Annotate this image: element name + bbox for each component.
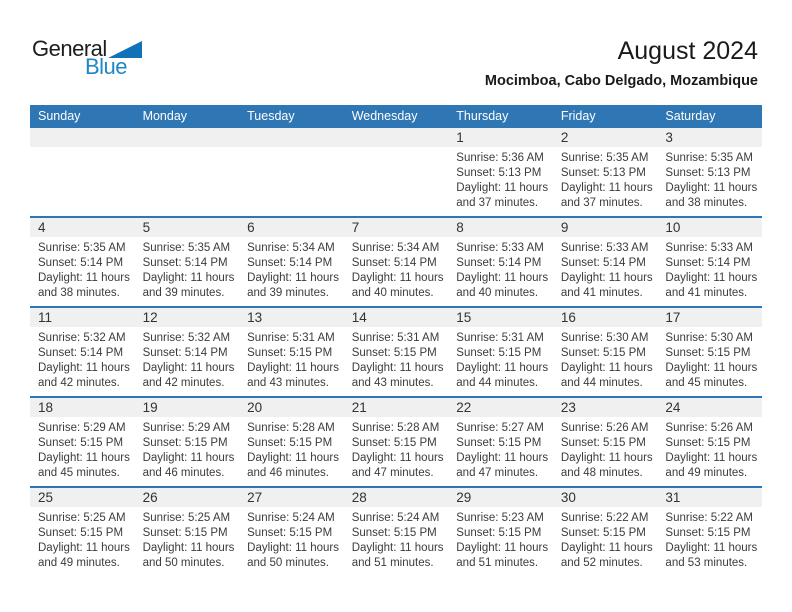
sunrise-text: Sunrise: 5:35 AM: [665, 152, 753, 164]
sunset-text: Sunset: 5:15 PM: [142, 527, 228, 539]
sunset-text: Sunset: 5:15 PM: [456, 527, 542, 539]
sunset-text: Sunset: 5:15 PM: [560, 437, 646, 449]
general-blue-logo: [32, 38, 152, 78]
sunset-text: Sunset: 5:15 PM: [560, 527, 646, 539]
daylight-text: Daylight: 11 hours and 50 minutes.: [247, 542, 339, 569]
day-cell: [135, 398, 240, 486]
sunrise-text: Sunrise: 5:32 AM: [38, 332, 126, 344]
day-cell: [448, 218, 553, 306]
daylight-text: Daylight: 11 hours and 49 minutes.: [38, 542, 130, 569]
day-details: [135, 417, 240, 481]
week-row: [30, 486, 762, 576]
day-cell: [30, 308, 135, 396]
daylight-text: Daylight: 11 hours and 47 minutes.: [456, 452, 549, 479]
daylight-text: Daylight: 11 hours and 51 minutes.: [456, 542, 549, 569]
daylight-text: Daylight: 11 hours and 45 minutes.: [665, 362, 758, 389]
sunset-text: Sunset: 5:15 PM: [665, 527, 751, 539]
sunrise-text: Sunrise: 5:27 AM: [456, 422, 544, 434]
day-number: 23: [553, 398, 658, 417]
day-details: [30, 507, 135, 571]
sunset-text: Sunset: 5:15 PM: [142, 437, 228, 449]
day-number: 10: [657, 218, 762, 237]
daylight-text: Daylight: 11 hours and 44 minutes.: [456, 362, 549, 389]
day-cell: [657, 218, 762, 306]
day-cell: [135, 308, 240, 396]
day-cell: [30, 218, 135, 306]
day-number: 20: [239, 398, 344, 417]
logo-text-blue: Blue: [85, 54, 128, 79]
day-number: [239, 128, 344, 147]
weekday-wednesday: Wednesday: [351, 108, 418, 123]
day-number: 24: [657, 398, 762, 417]
day-cell: [553, 308, 658, 396]
day-number: 6: [239, 218, 344, 237]
day-cell: [135, 488, 240, 576]
sunrise-text: Sunrise: 5:22 AM: [560, 512, 649, 524]
empty-day-cell: [135, 128, 240, 216]
day-cell: [239, 308, 344, 396]
sunrise-text: Sunrise: 5:35 AM: [142, 242, 231, 254]
daylight-text: Daylight: 11 hours and 50 minutes.: [142, 542, 235, 569]
sunrise-text: Sunrise: 5:31 AM: [247, 332, 335, 344]
day-number: 31: [657, 488, 762, 507]
sunset-text: Sunset: 5:15 PM: [456, 347, 542, 359]
sunrise-text: Sunrise: 5:32 AM: [142, 332, 231, 344]
sunrise-text: Sunrise: 5:33 AM: [665, 242, 753, 254]
sunset-text: Sunset: 5:14 PM: [142, 347, 228, 359]
day-number: 11: [30, 308, 135, 327]
day-cell: [344, 218, 449, 306]
day-details: [344, 417, 449, 481]
sunrise-text: Sunrise: 5:28 AM: [351, 422, 440, 434]
weekday-monday: Monday: [142, 108, 188, 123]
day-details: [448, 327, 553, 391]
calendar-grid: [30, 105, 762, 576]
day-number: 15: [448, 308, 553, 327]
day-details: [239, 327, 344, 391]
weekday-friday: Friday: [560, 108, 596, 123]
sunrise-text: Sunrise: 5:25 AM: [142, 512, 231, 524]
sunrise-text: Sunrise: 5:30 AM: [560, 332, 649, 344]
weeks-container: [30, 126, 762, 576]
day-number: 27: [239, 488, 344, 507]
day-number: 13: [239, 308, 344, 327]
day-number: 22: [448, 398, 553, 417]
sunrise-text: Sunrise: 5:26 AM: [665, 422, 753, 434]
day-details: [30, 327, 135, 391]
sunrise-text: Sunrise: 5:29 AM: [142, 422, 231, 434]
daylight-text: Daylight: 11 hours and 40 minutes.: [351, 272, 444, 299]
day-cell: [657, 488, 762, 576]
day-number: 4: [30, 218, 135, 237]
empty-day-cell: [30, 128, 135, 216]
day-cell: [448, 398, 553, 486]
daylight-text: Daylight: 11 hours and 39 minutes.: [142, 272, 235, 299]
sunrise-text: Sunrise: 5:34 AM: [247, 242, 335, 254]
day-details: [135, 327, 240, 391]
day-number: 18: [30, 398, 135, 417]
sunrise-text: Sunrise: 5:24 AM: [247, 512, 335, 524]
day-cell: [448, 308, 553, 396]
sunset-text: Sunset: 5:15 PM: [247, 347, 333, 359]
sunset-text: Sunset: 5:14 PM: [142, 257, 228, 269]
day-cell: [553, 128, 658, 216]
daylight-text: Daylight: 11 hours and 49 minutes.: [665, 452, 758, 479]
sunrise-text: Sunrise: 5:26 AM: [560, 422, 649, 434]
day-cell: [553, 398, 658, 486]
sunset-text: Sunset: 5:14 PM: [665, 257, 751, 269]
daylight-text: Daylight: 11 hours and 38 minutes.: [38, 272, 130, 299]
sunrise-text: Sunrise: 5:35 AM: [38, 242, 126, 254]
day-number: [30, 128, 135, 147]
day-details: [239, 417, 344, 481]
day-cell: [448, 128, 553, 216]
header-titles: [198, 36, 758, 90]
sunset-text: Sunset: 5:15 PM: [247, 527, 333, 539]
daylight-text: Daylight: 11 hours and 42 minutes.: [142, 362, 235, 389]
daylight-text: Daylight: 11 hours and 52 minutes.: [560, 542, 653, 569]
day-cell: [553, 488, 658, 576]
day-details: [30, 237, 135, 301]
sunrise-text: Sunrise: 5:36 AM: [456, 152, 544, 164]
sunset-text: Sunset: 5:14 PM: [38, 347, 124, 359]
sunrise-text: Sunrise: 5:34 AM: [351, 242, 440, 254]
week-row: [30, 216, 762, 306]
week-row: [30, 126, 762, 216]
sunset-text: Sunset: 5:15 PM: [351, 437, 437, 449]
daylight-text: Daylight: 11 hours and 46 minutes.: [142, 452, 235, 479]
sunset-text: Sunset: 5:14 PM: [560, 257, 646, 269]
day-details: [448, 237, 553, 301]
day-details: [135, 507, 240, 571]
day-number: 14: [344, 308, 449, 327]
weekday-saturday: Saturday: [665, 108, 716, 123]
sunset-text: Sunset: 5:15 PM: [38, 437, 124, 449]
weekday-header-row: [30, 105, 762, 126]
daylight-text: Daylight: 11 hours and 40 minutes.: [456, 272, 549, 299]
day-number: 25: [30, 488, 135, 507]
day-details: [239, 507, 344, 571]
day-number: 1: [448, 128, 553, 147]
day-details: [553, 147, 658, 211]
day-number: 30: [553, 488, 658, 507]
day-number: [344, 128, 449, 147]
daylight-text: Daylight: 11 hours and 41 minutes.: [665, 272, 758, 299]
sunrise-text: Sunrise: 5:31 AM: [351, 332, 440, 344]
day-cell: [344, 488, 449, 576]
weekday-thursday: Thursday: [456, 108, 509, 123]
day-details: [239, 237, 344, 301]
sunrise-text: Sunrise: 5:33 AM: [560, 242, 649, 254]
weekday-tuesday: Tuesday: [247, 108, 295, 123]
daylight-text: Daylight: 11 hours and 44 minutes.: [560, 362, 653, 389]
page-subtitle: Mocimboa, Cabo Delgado, Mozambique: [484, 73, 758, 89]
day-number: 8: [448, 218, 553, 237]
week-row: [30, 396, 762, 486]
daylight-text: Daylight: 11 hours and 51 minutes.: [351, 542, 444, 569]
sunset-text: Sunset: 5:15 PM: [665, 437, 751, 449]
day-cell: [239, 488, 344, 576]
day-details: [135, 237, 240, 301]
sunset-text: Sunset: 5:15 PM: [351, 527, 437, 539]
daylight-text: Daylight: 11 hours and 37 minutes.: [560, 182, 653, 209]
sunrise-text: Sunrise: 5:31 AM: [456, 332, 544, 344]
daylight-text: Daylight: 11 hours and 37 minutes.: [456, 182, 549, 209]
day-number: 21: [344, 398, 449, 417]
day-number: 12: [135, 308, 240, 327]
sunset-text: Sunset: 5:15 PM: [456, 437, 542, 449]
sunset-text: Sunset: 5:14 PM: [247, 257, 333, 269]
day-details: [344, 327, 449, 391]
day-cell: [344, 308, 449, 396]
day-details: [448, 147, 553, 211]
day-cell: [30, 398, 135, 486]
sunrise-text: Sunrise: 5:22 AM: [665, 512, 753, 524]
empty-day-cell: [344, 128, 449, 216]
day-number: 3: [657, 128, 762, 147]
day-details: [553, 507, 658, 571]
day-details: [657, 237, 762, 301]
daylight-text: Daylight: 11 hours and 42 minutes.: [38, 362, 130, 389]
week-row: [30, 306, 762, 396]
sunset-text: Sunset: 5:13 PM: [665, 167, 751, 179]
day-details: [553, 237, 658, 301]
day-details: [553, 327, 658, 391]
day-number: 26: [135, 488, 240, 507]
sunrise-text: Sunrise: 5:35 AM: [560, 152, 649, 164]
sunset-text: Sunset: 5:15 PM: [38, 527, 124, 539]
day-details: [657, 327, 762, 391]
day-cell: [239, 398, 344, 486]
day-number: 29: [448, 488, 553, 507]
day-details: [448, 417, 553, 481]
logo-text-general: General: [32, 36, 107, 61]
day-cell: [657, 398, 762, 486]
sunrise-text: Sunrise: 5:33 AM: [456, 242, 544, 254]
sunset-text: Sunset: 5:15 PM: [560, 347, 646, 359]
day-details: [344, 507, 449, 571]
daylight-text: Daylight: 11 hours and 38 minutes.: [665, 182, 758, 209]
sunset-text: Sunset: 5:13 PM: [560, 167, 646, 179]
daylight-text: Daylight: 11 hours and 39 minutes.: [247, 272, 339, 299]
daylight-text: Daylight: 11 hours and 53 minutes.: [665, 542, 758, 569]
day-number: 7: [344, 218, 449, 237]
sunrise-text: Sunrise: 5:23 AM: [456, 512, 544, 524]
day-cell: [239, 218, 344, 306]
day-number: [135, 128, 240, 147]
daylight-text: Daylight: 11 hours and 45 minutes.: [38, 452, 130, 479]
sunset-text: Sunset: 5:14 PM: [351, 257, 437, 269]
daylight-text: Daylight: 11 hours and 41 minutes.: [560, 272, 653, 299]
day-number: 9: [553, 218, 658, 237]
daylight-text: Daylight: 11 hours and 43 minutes.: [247, 362, 339, 389]
daylight-text: Daylight: 11 hours and 43 minutes.: [351, 362, 444, 389]
sunset-text: Sunset: 5:15 PM: [665, 347, 751, 359]
weekday-sunday: Sunday: [38, 108, 81, 123]
day-number: 19: [135, 398, 240, 417]
day-cell: [657, 308, 762, 396]
day-cell: [344, 398, 449, 486]
day-number: 2: [553, 128, 658, 147]
sunrise-text: Sunrise: 5:24 AM: [351, 512, 440, 524]
day-details: [657, 507, 762, 571]
day-cell: [30, 488, 135, 576]
day-details: [657, 147, 762, 211]
sunset-text: Sunset: 5:14 PM: [456, 257, 542, 269]
daylight-text: Daylight: 11 hours and 48 minutes.: [560, 452, 653, 479]
sunset-text: Sunset: 5:14 PM: [38, 257, 124, 269]
sunrise-text: Sunrise: 5:30 AM: [665, 332, 753, 344]
day-number: 5: [135, 218, 240, 237]
sunset-text: Sunset: 5:13 PM: [456, 167, 542, 179]
sunrise-text: Sunrise: 5:28 AM: [247, 422, 335, 434]
daylight-text: Daylight: 11 hours and 46 minutes.: [247, 452, 339, 479]
day-number: 16: [553, 308, 658, 327]
empty-day-cell: [239, 128, 344, 216]
sunset-text: Sunset: 5:15 PM: [247, 437, 333, 449]
day-details: [553, 417, 658, 481]
day-cell: [553, 218, 658, 306]
sunrise-text: Sunrise: 5:29 AM: [38, 422, 126, 434]
day-details: [30, 417, 135, 481]
day-cell: [448, 488, 553, 576]
day-cell: [657, 128, 762, 216]
day-details: [448, 507, 553, 571]
day-details: [657, 417, 762, 481]
day-details: [344, 237, 449, 301]
page-title: August 2024: [617, 37, 758, 65]
day-number: 28: [344, 488, 449, 507]
day-cell: [135, 218, 240, 306]
sunset-text: Sunset: 5:15 PM: [351, 347, 437, 359]
sunrise-text: Sunrise: 5:25 AM: [38, 512, 126, 524]
day-number: 17: [657, 308, 762, 327]
daylight-text: Daylight: 11 hours and 47 minutes.: [351, 452, 444, 479]
